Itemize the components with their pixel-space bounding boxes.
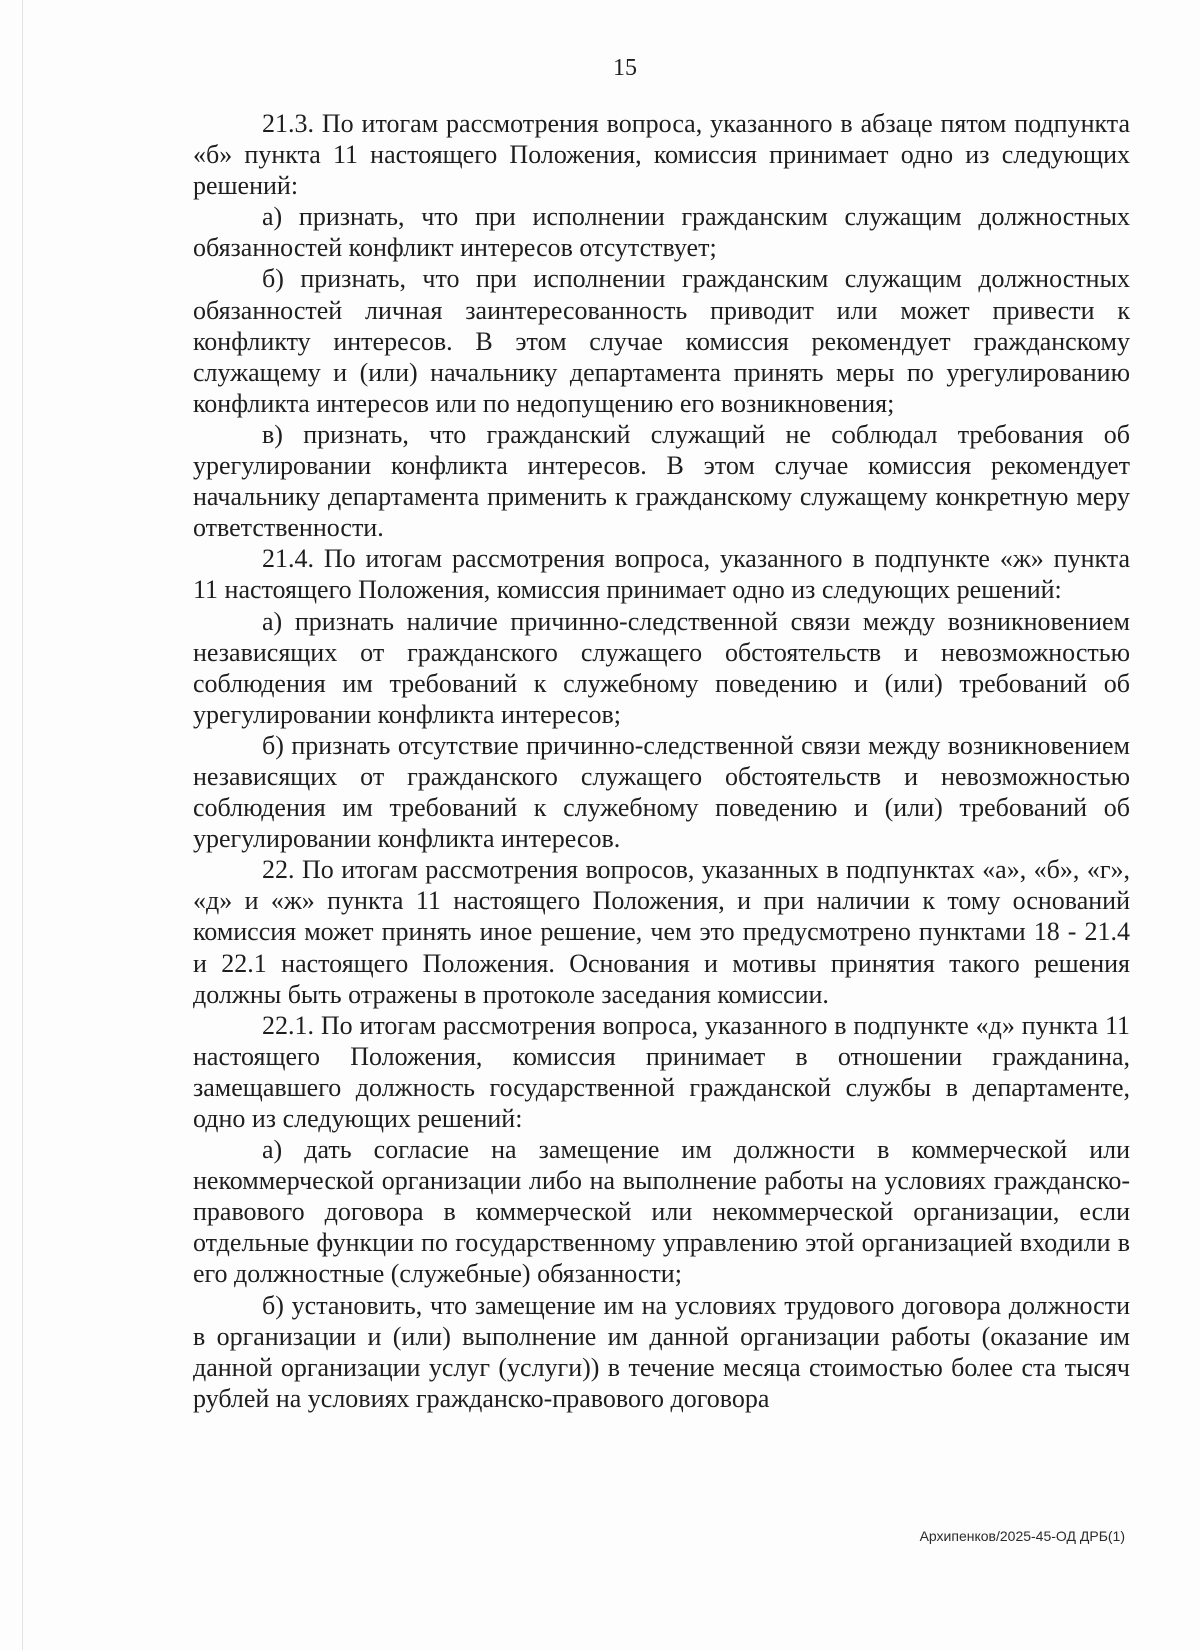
paragraph-22-1-b: б) установить, что замещение им на условиях трудового договора должности в организации и (или) выполнение им данной организации работы (оказание им данной организации услуг (услуги)) в течение месяца стоимостью более ста тысяч рублей на условиях гражданско-правового договора bbox=[193, 1290, 1130, 1413]
paragraph-21-3-a: а) признать, что при исполнении гражданским служащим должностных обязанностей конфликт интересов отсутствует; bbox=[193, 202, 1130, 263]
paragraph-21-4-b: б) признать отсутствие причинно-следственной связи между возникновением независящих от гражданского служащего обстоятельств и невозможностью соблюдения им требований к служебному поведению и (или) требований об урегулировании конфликта интересов. bbox=[193, 730, 1130, 854]
document-registration-code: Архипенков/2025-45-ОД ДРБ(1) bbox=[919, 1528, 1125, 1544]
page-number: 15 bbox=[613, 55, 637, 81]
document-body bbox=[193, 108, 1130, 1414]
paragraph-21-3: 21.3. По итогам рассмотрения вопроса, указанного в абзаце пятом подпункта «б» пункта 11 настоящего Положения, комиссия принимает одно из следующих решений: bbox=[193, 109, 1130, 201]
scan-edge-line bbox=[22, 0, 23, 1650]
paragraph-21-3-v: в) признать, что гражданский служащий не соблюдал требования об урегулировании конфликта интересов. В этом случае комиссия рекомендует начальнику департамента применить к гражданскому служащему конкретную меру ответственности. bbox=[193, 419, 1130, 543]
paragraph-22-1-a: а) дать согласие на замещение им должности в коммерческой или некоммерческой организации либо на выполнение работы на условиях гражданско-правового договора в коммерческой или некоммерческой организации, если отдельные функции по государственному управлению этой организацией входили в его должностные (служебные) обязанности; bbox=[193, 1135, 1130, 1289]
paragraph-21-4: 21.4. По итогам рассмотрения вопроса, указанного в подпункте «ж» пункта 11 настоящего Положения, комиссия принимает одно из следующих решений: bbox=[193, 544, 1130, 605]
paragraph-22-1: 22.1. По итогам рассмотрения вопроса, указанного в подпункте «д» пункта 11 настоящего Положения, комиссия принимает в отношении гражданина, замещавшего должность государственной гражданской службы в департаменте, одно из следующих решений: bbox=[193, 1010, 1130, 1133]
paragraph-21-3-b: б) признать, что при исполнении гражданским служащим должностных обязанностей личная заинтересованность приводит или может привести к конфликту интересов. В этом случае комиссия рекомендует гражданскому служащему и (или) начальнику департамента принять меры по урегулированию конфликта интересов или по недопущению его возникновения; bbox=[193, 264, 1130, 418]
paragraph-22: 22. По итогам рассмотрения вопросов, указанных в подпунктах «а», «б», «г», «д» и «ж» пункта 11 настоящего Положения, и при наличии к тому оснований комиссия может принять иное решение, чем это предусмотрено пунктами 18 - 21.4 и 22.1 настоящего Положения. Основания и мотивы принятия такого решения должны быть отражены в протоколе заседания комиссии. bbox=[193, 855, 1130, 1009]
paragraph-21-4-a: а) признать наличие причинно-следственной связи между возникновением независящих от гражданского служащего обстоятельств и невозможностью соблюдения им требований к служебному поведению и (или) требований об урегулировании конфликта интересов; bbox=[193, 606, 1130, 729]
